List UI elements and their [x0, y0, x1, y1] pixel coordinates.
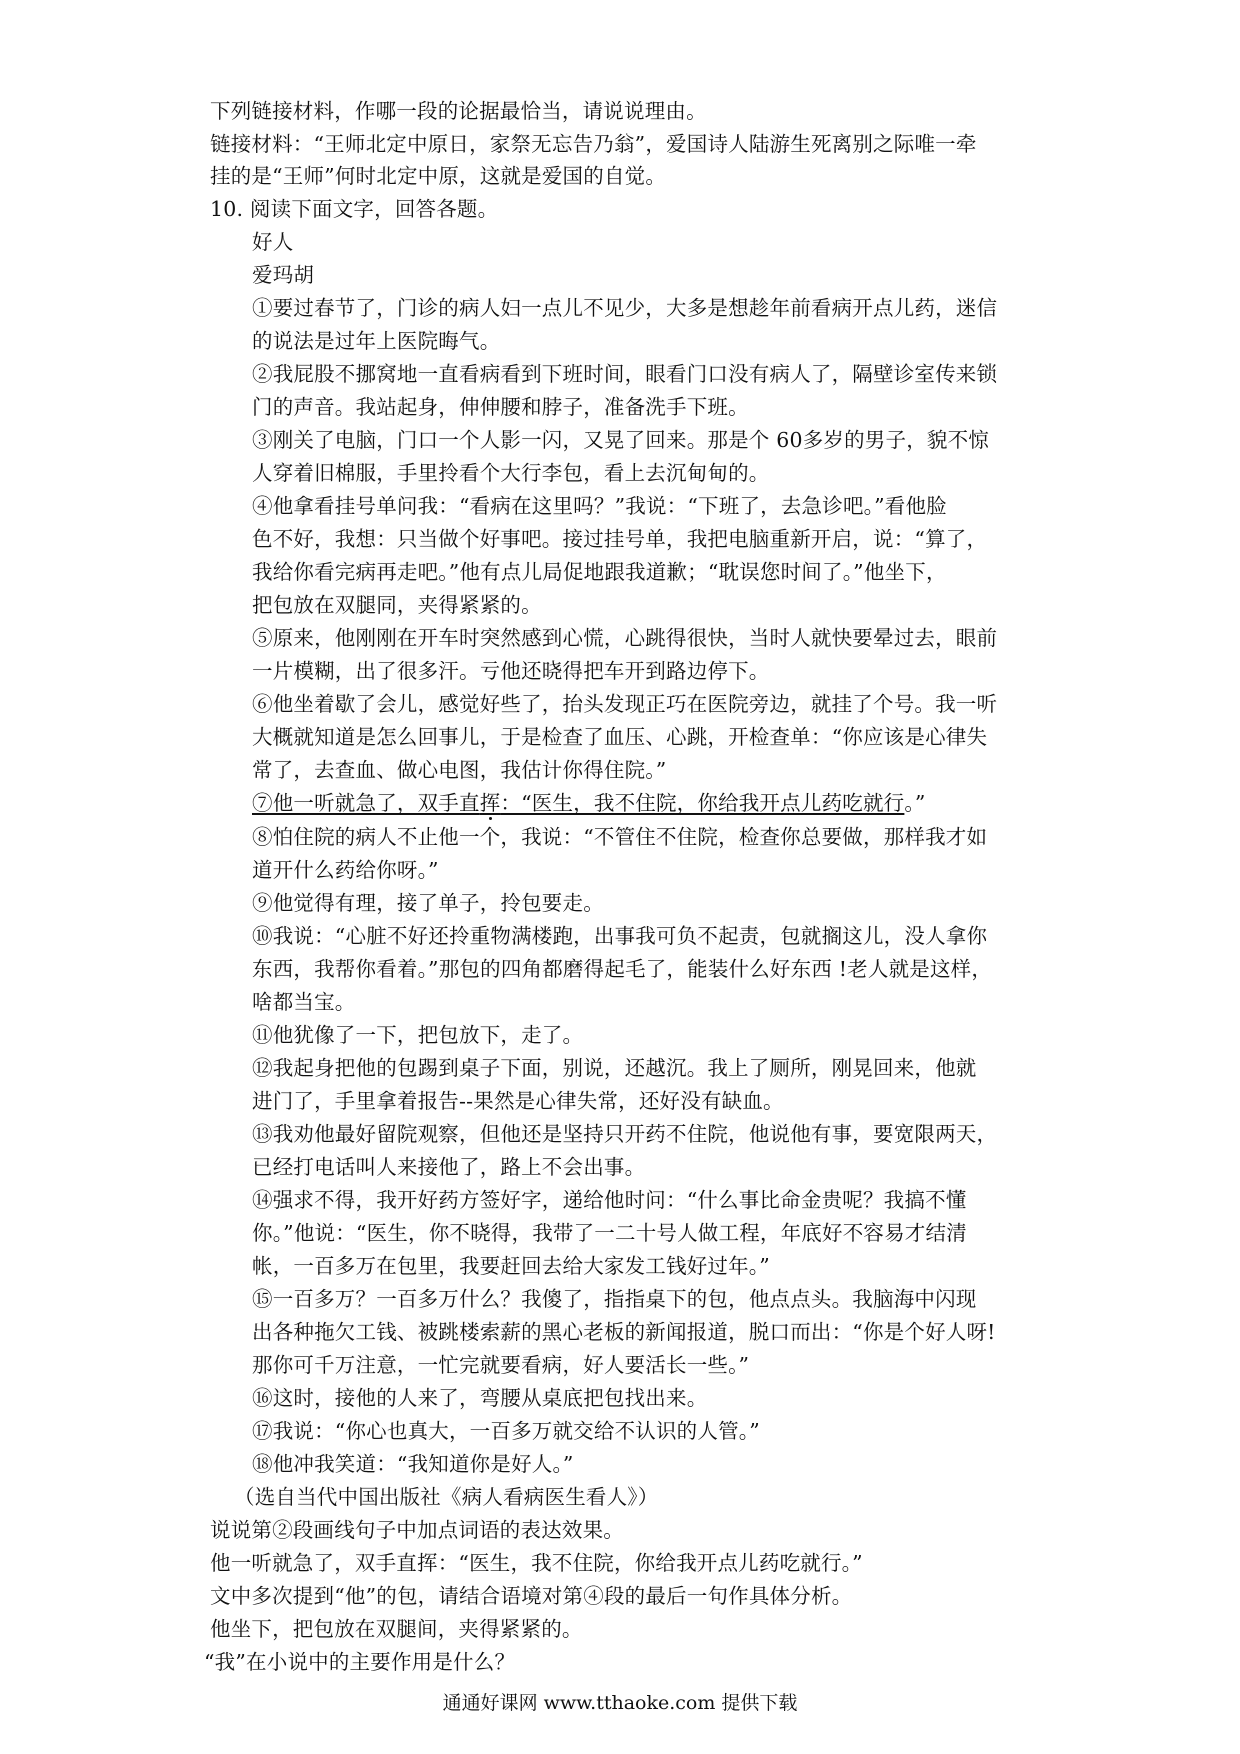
question-2-quote: 他坐下，把包放在双腿间，夹得紧紧的。	[210, 1617, 583, 1641]
story-line: ④他拿看挂号单问我：“看病在这里吗？”我说：“下班了，去急诊吧。”看他脸	[252, 494, 947, 518]
story-line: 已经打电话叫人来接他了，路上不会出事。	[252, 1155, 646, 1179]
story-line: ⑬我劝他最好留院观察，但他还是坚持只开药不住院，他说他有事，要宽限两天，	[252, 1122, 998, 1146]
story-line: 人穿着旧棉服，手里拎看个大行李包，看上去沉甸甸的。	[252, 461, 770, 485]
story-line: 出各种拖欠工钱、被跳楼索薪的黑心老板的新闻报道，脱口而出：“你是个好人呀!	[252, 1320, 996, 1344]
story-line: ⑨他觉得有理，接了单子，拎包要走。	[252, 891, 604, 915]
story-line: 帐，一百多万在包里，我要赶回去给大家发工钱好过年。”	[252, 1254, 770, 1278]
paragraph-7-tail: 。”	[904, 791, 926, 815]
story-title: 好人	[252, 230, 294, 254]
question-10-heading: 10. 阅读下面文字，回答各题。	[210, 197, 499, 221]
story-line: 那你可千万注意，一忙完就要看病，好人要活长一些。”	[252, 1353, 750, 1377]
story-line: ⑯这时，接他的人来了，弯腰从桌底把包找出来。	[252, 1386, 708, 1410]
question-2: 文中多次提到“他”的包，请结合语境对第④段的最后一句作具体分析。	[210, 1584, 853, 1608]
underlined-part-1: ⑦他一听就急了，双手直	[252, 791, 480, 815]
story-line: ⑮一百多万？一百多万什么？我傻了，指指桌下的包，他点点头。我脑海中闪现	[252, 1287, 977, 1311]
story-line: ⑭强求不得，我开好药方签好字，递给他时问：“什么事比命金贵呢？我搞不懂	[252, 1188, 967, 1212]
story-line: 的说法是过年上医院晦气。	[252, 329, 501, 353]
story-line: ⑥他坐着歇了会儿，感觉好些了，抬头发现正巧在医院旁边，就挂了个号。我一听	[252, 692, 998, 716]
story-line: ⑪他犹像了一下，把包放下，走了。	[252, 1023, 584, 1047]
story-line: 你。”他说：“医生，你不晓得，我带了一二十号人做工程，年底好不容易才结清	[252, 1221, 967, 1245]
story-line: ⑧怕住院的病人不止他一个，我说：“不管住不住院，检查你总要做，那样我才如	[252, 825, 988, 849]
story-line: 道开什么药给你呀。”	[252, 858, 439, 882]
story-line: ⑫我起身把他的包踢到桌子下面，别说，还越沉。我上了厕所，刚晃回来，他就	[252, 1056, 977, 1080]
intro-line-3: 挂的是“王师”何时北定中原，这就是爱国的自觉。	[210, 164, 667, 188]
story-line: 常了，去查血、做心电图，我估计你得住院。”	[252, 758, 667, 782]
intro-line-2: 链接材料：“王师北定中原日，家祭无忘告乃翁”，爱国诗人陆游生死离别之际唯一牵	[210, 132, 977, 156]
story-line: ③刚关了电脑，门口一个人影一闪，又晃了回来。那是个 60多岁的男子，貌不惊	[252, 428, 989, 452]
story-line: 啥都当宝。	[252, 990, 356, 1014]
question-1: 说说第②段画线句子中加点词语的表达效果。	[210, 1518, 624, 1542]
underlined-part-2: ：“医生，我不住院，你给我开点儿药吃就行	[500, 791, 905, 815]
story-line: ⑱他冲我笑道：“我知道你是好人。”	[252, 1452, 574, 1476]
question-3: “我”在小说中的主要作用是什么？	[204, 1650, 516, 1674]
story-line: 一片模糊，出了很多汗。亏他还晓得把车开到路边停下。	[252, 659, 770, 683]
story-line: 进门了，手里拿着报告--果然是心律失常，还好没有缺血。	[252, 1089, 784, 1113]
story-line: ⑤原来，他刚刚在开车时突然感到心慌，心跳得很快，当时人就快要晕过去，眼前	[252, 626, 998, 650]
page-footer: 通通好课网 www.tthaoke.com 提供下载	[442, 1692, 798, 1714]
story-line: ⑩我说：“心脏不好还拎重物满楼跑，出事我可负不起责，包就搁这儿，没人拿你	[252, 924, 988, 948]
story-line: 把包放在双腿同，夹得紧紧的。	[252, 593, 542, 617]
story-line: ②我屁股不挪窝地一直看病看到下班时间，眼看门口没有病人了，隔壁诊室传来锁	[252, 362, 998, 386]
story-line: ⑰我说：“你心也真大，一百多万就交给不认识的人管。”	[252, 1419, 760, 1443]
story-line: 我给你看完病再走吧。”他有点儿局促地跟我道歉；“耽误您时间了。”他坐下，	[252, 560, 947, 584]
paragraph-7-underlined	[252, 788, 926, 818]
story-line: 东西，我帮你看着。”那包的四角都磨得起毛了，能装什么好东西 !老人就是这样，	[252, 957, 993, 981]
story-author: 爱玛胡	[252, 263, 315, 287]
story-line: ①要过春节了，门诊的病人妇一点儿不见少，大多是想趁年前看病开点儿药，迷信	[252, 296, 998, 320]
dotted-word: 挥	[479, 791, 501, 815]
story-line: 大概就知道是怎么回事儿，于是检查了血压、心跳，开检查单：“你应该是心律失	[252, 725, 988, 749]
story-line: 色不好，我想：只当做个好事吧。接过挂号单，我把电脑重新开启，说：“算了，	[252, 527, 988, 551]
underlined-sentence	[252, 791, 904, 815]
intro-line-1: 下列链接材料，作哪一段的论据最恰当，请说说理由。	[210, 99, 707, 123]
story-source: （选自当代中国出版社《病人看病医生看人》）	[234, 1485, 659, 1509]
question-1-quote: 他一听就急了，双手直挥：“医生，我不住院，你给我开点儿药吃就行。”	[210, 1551, 863, 1575]
story-line: 门的声音。我站起身，伸伸腰和脖子，准备洗手下班。	[252, 395, 749, 419]
